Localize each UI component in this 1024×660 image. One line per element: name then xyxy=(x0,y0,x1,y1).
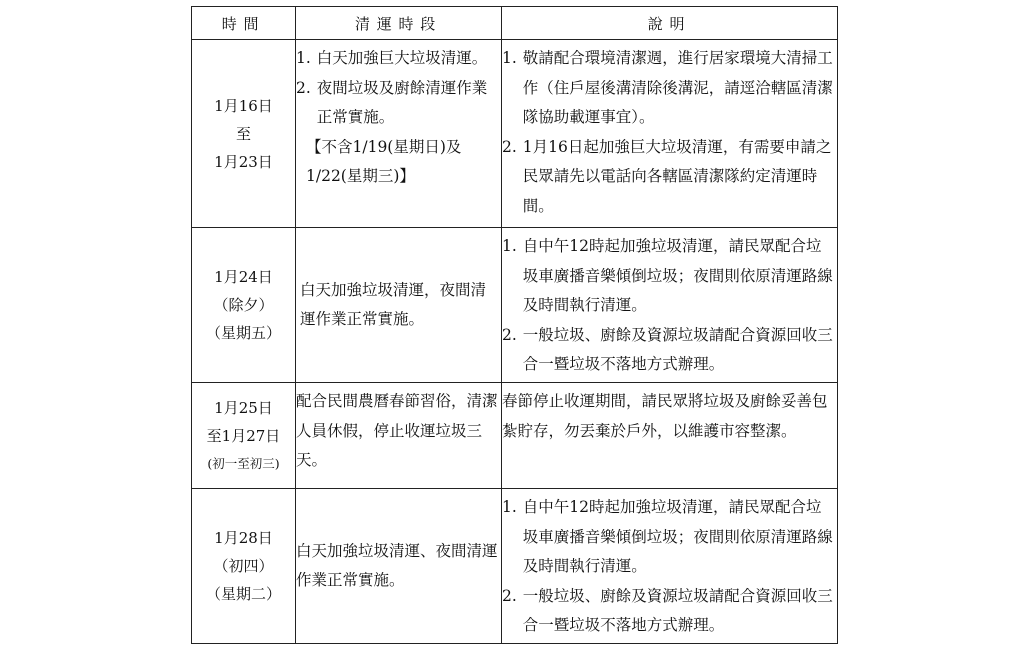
item-number: 1. xyxy=(502,49,517,67)
desc-item xyxy=(502,321,837,380)
period-cell xyxy=(296,228,502,383)
date-line: 1月24日 xyxy=(214,268,273,286)
date-line: 至1月27日 xyxy=(206,426,281,445)
item-text: 敬請配合環境清潔週，進行居家環境大清掃工作（住戶屋後溝清除後溝泥，請逕洽轄區清潔隊協助載運事宜）。 xyxy=(522,49,833,126)
item-number: 2. xyxy=(502,586,517,605)
period-cell xyxy=(296,489,502,644)
item-text: 自中午12時起加強垃圾清運，請民眾配合垃圾車廣播音樂傾倒垃圾；夜間則依原清運路線及時間執行清運。 xyxy=(522,498,833,575)
desc-cell xyxy=(502,489,838,644)
period-text: 配合民間農曆春節習俗，清潔人員休假，停止收運垃圾三天。 xyxy=(296,392,498,469)
period-cell xyxy=(296,40,502,228)
period-text: 白天加強垃圾清運、夜間清運作業正常實施。 xyxy=(296,541,498,589)
table-row xyxy=(192,40,838,228)
date-line: 1月25日 xyxy=(214,398,273,417)
desc-item xyxy=(502,493,837,582)
item-number: 1. xyxy=(502,498,517,516)
desc-item xyxy=(502,44,837,133)
date-line: 1月16日 xyxy=(214,96,273,115)
header-row xyxy=(192,7,838,40)
date-line: （除夕） xyxy=(213,296,274,314)
desc-item xyxy=(502,582,837,641)
date-line: （初四） xyxy=(213,557,274,575)
schedule-table xyxy=(191,6,838,644)
desc-cell xyxy=(502,228,838,383)
header-time: 時間 xyxy=(192,7,296,40)
table-row xyxy=(192,489,838,644)
date-line: （星期五） xyxy=(205,324,281,342)
desc-item xyxy=(502,232,837,321)
period-text: 白天加強垃圾清運，夜間清運作業正常實施。 xyxy=(300,280,487,328)
item-text: 一般垃圾、廚餘及資源垃圾請配合資源回收三合一暨垃圾不落地方式辦理。 xyxy=(522,325,833,373)
item-text: 自中午12時起加強垃圾清運，請民眾配合垃圾車廣播音樂傾倒垃圾；夜間則依原清運路線及時間執行清運。 xyxy=(522,237,833,314)
date-cell xyxy=(192,40,296,228)
desc-item xyxy=(502,133,837,222)
desc-cell xyxy=(502,383,838,489)
date-cell xyxy=(192,383,296,489)
table-row xyxy=(192,228,838,383)
period-note: 【不含1/19(星期日)及1/22(星期三)】 xyxy=(306,137,462,185)
period-item xyxy=(296,44,501,74)
header-desc: 說明 xyxy=(502,7,838,40)
date-line: 1月28日 xyxy=(214,529,273,547)
date-line: 至 xyxy=(235,124,251,143)
item-text: 夜間垃圾及廚餘清運作業正常實施。 xyxy=(316,78,488,126)
item-number: 2. xyxy=(296,78,311,97)
date-line: 1月23日 xyxy=(214,152,273,171)
table-row xyxy=(192,383,838,489)
item-number: 2. xyxy=(502,137,517,156)
item-text: 一般垃圾、廚餘及資源垃圾請配合資源回收三合一暨垃圾不落地方式辦理。 xyxy=(522,586,833,634)
desc-text: 春節停止收運期間，請民眾將垃圾及廚餘妥善包紮貯存，勿丟棄於戶外，以維護市容整潔。 xyxy=(502,392,828,440)
date-cell xyxy=(192,228,296,383)
header-period: 清運時段 xyxy=(296,7,502,40)
period-item xyxy=(296,74,501,133)
date-cell xyxy=(192,489,296,644)
period-cell xyxy=(296,383,502,489)
item-text: 白天加強巨大垃圾清運。 xyxy=(316,49,488,67)
date-line: （星期二） xyxy=(205,585,281,603)
desc-cell xyxy=(502,40,838,228)
item-text: 1月16日起加強巨大垃圾清運，有需要申請之民眾請先以電話向各轄區清潔隊約定清運時間。 xyxy=(522,137,832,215)
item-number: 2. xyxy=(502,325,517,344)
item-number: 1. xyxy=(296,49,311,67)
date-line: (初一至初三) xyxy=(207,455,280,471)
item-number: 1. xyxy=(502,237,517,255)
